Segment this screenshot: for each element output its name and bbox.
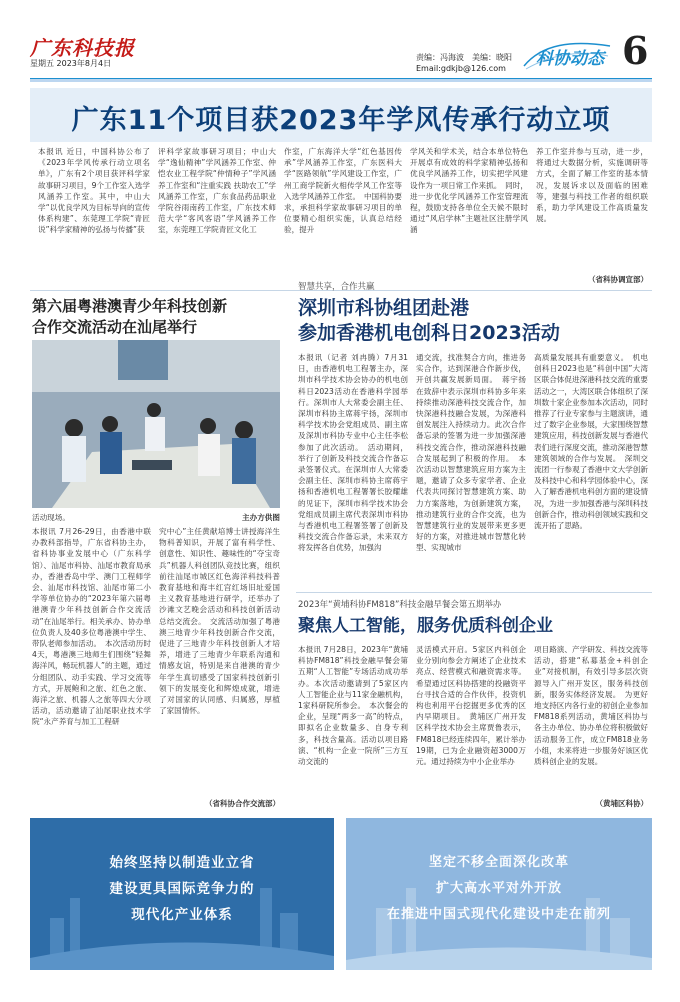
lead-col-2: 评科学家故事研习项目；中山大学“逸仙精神”学风涵养工作室、仲恺农业工程学院“仲情种子”学风涵养工作室和“注重实践 扶助农工”学风涵养工作室，广东食品药品职业学院谷雨南药工作室，广东技术师范大学“客风客语”学风涵养工作室，东莞理工学院青匠文化工 <box>158 147 276 235</box>
youth-event-photo <box>32 340 280 508</box>
banner-left-line-3: 现代化产业体系 <box>131 907 233 923</box>
issue-date: 星期五 2023年8月4日 <box>30 59 112 68</box>
page-number: 6 <box>622 28 649 73</box>
shenzhen-kicker: 智慧共享，合作共赢 <box>298 282 375 292</box>
fm818-col-2: 灵活模式开启。5家区内科创企业分别向参会方阐述了企业技术亮点、经营模式和融资需求等。希望通过区科协搭建的投融资平台寻找合适的合作伙伴，投资机构也利用平台挖掘更多优秀的区内早期项目。 黄埔区广州开发区科学技术协会主席贾鲁表示，FM818已经连续四年，累计举办19期，已为企业融资超3000万元。通过持续为中小企业举办 <box>416 645 526 767</box>
shenzhen-title-line-1: 深圳市科协组团赴港 <box>298 297 470 319</box>
lead-headline: 广东11个项目获2023年学风传承行动立项 <box>71 105 611 136</box>
section-title: 科协动态 <box>536 49 604 69</box>
editor-line: 责编：冯海波 美编：晓阳 <box>416 53 512 62</box>
masthead-rule <box>30 78 652 82</box>
lead-col-1: 本报讯 近日，中国科协公布了《2023年学风传承行动立项名单》，广东有2个项目获评科学家故事研习项目，9个工作室入选学风涵养工作室。其中，中山大学“以优良学风为目标导向的宣传体系构建”、东莞理工学院“青匠说”科学家精神的弘扬与传播”获 <box>38 147 150 235</box>
masthead <box>30 30 652 75</box>
banner-right-line-1: 坚定不移全面深化改革 <box>428 855 569 870</box>
robot-competition-photo-icon <box>32 340 280 508</box>
shenzhen-col-2: 通交流，找准契合方向，推进务实合作，达到深港合作新步伐，开创共赢发展新局面。 蒋宇扬在致辞中表示深圳市科协多年来持续推动深港科技交流合作，加快深港科技融合发展，为深港科创发展注入持续动力。此次合作备忘录的签署为进一步加强深港科技交流合作，推动深港科技融合发展起到了积极的作用。 本次活动以智慧建筑应用方案为主题，邀请了众多专家学者、企业代表共同探讨智慧建筑方案、助力方案落地，为创新建筑方案，推动建筑行业的合作交流，也为智慧建筑行业的发展带来更多更好的方案，对推进城市智慧化转型、实现城市 <box>416 353 526 553</box>
divider <box>296 592 652 593</box>
newspaper-logo: 广东科技报 <box>30 36 135 60</box>
banner-left-line-1: 始终坚持以制造业立省 <box>109 855 255 871</box>
youth-col-1: 本报讯 7月26-29日，由香港中联办教科部指导，广东省科协主办，省科协事业发展中心（广东科学馆）、汕尾市科协、汕尾市教育局承办，香港香岛中学、澳门工程师学会、汕尾市科技馆、汕尾市第二小学等单位协办的“2023年第六届粤港澳青少年科技创新合作交流活动”在汕尾举行。相关承办、协办单位负责人及40多位粤港澳中学生、带队老师参加活动。 本次活动历时4天，粤港澳三地师生们围绕“轻舞海洋风，畅玩机器人”的主题，通过分组团队、动手实践、学习交流等方式，开展鲍和之旅、红色之旅、海洋之旅、机器人之旅等四大分项活动，活动邀请了汕尾职业技术学院“永产养育与加工工程研 <box>32 527 151 727</box>
youth-col-2: 究中心”主任黄献培博士讲授海洋生物科普知识，开展了富有科学性、创意性、知识性、趣味性的“夺宝奇兵”机器人科创团队竞技比赛，组织前往汕尾市城区红色海洋科技科普教育基地和海丰红宫红场旧址爱国主义教育基地进行研学，还举办了沙滩文艺晚会活动和科技创新活动总结交流会。 交流活动加强了粤港澳三地青少年科技创新合作交流，促进了三地青少年科技创新人才培养，增进了三地青少年联系沟通和情感友谊，特别是来自港澳的青少年学生真切感受了国家科技创新引领下的发展变化和辉煌成就，增进了对国家的认同感、归属感，厚植了家国情怀。 <box>159 527 280 716</box>
youth-story-title <box>32 296 282 338</box>
youth-title-line-2: 合作交流活动在汕尾举行 <box>32 318 198 336</box>
youth-title-line-1: 第六届粤港澳青少年科技创新 <box>32 297 228 315</box>
banner-left <box>30 818 334 970</box>
shenzhen-title-line-2: 参加香港机电创科日2023活动 <box>298 322 560 344</box>
youth-photo-credit: 主办方供图 <box>242 513 280 522</box>
shenzhen-col-1: 本报讯（记者 刘冉腾）7月31日，由香港机电工程署主办，深圳市科学技术协会协办的机电创科日2023活动在香港科学园举行。深圳市人大常委会副主任、深圳市科协主席蒋宇扬，深圳市科学技术协会党组成员、副主席及深圳市科协专业中心主任李松参加了此次活动。 活动期间，举行了创新及科技交流合作备忘录签署仪式。在深圳市人大常委会副主任、深圳市科协主席蒋宇扬和香港机电工程署署长胶耀雄的见证下，深圳市科学技术协会党组成员副主席代表深圳市科协与香港机电工程署签署了创新及科技交流合作备忘录，未来双方将发挥各自优势，加强沟 <box>298 353 408 553</box>
youth-photo-caption: 活动现场。 <box>32 513 70 522</box>
lead-col-4: 学风关和学术关，结合本单位特色开展卓有成效的科学家精神弘扬和优良学风涵养工作，切实把学风建设作为一项日常工作来抓。 同时，进一步优化学风涵养工作室管理流程，鼓励支持各单位全天候不限时通过“风启学林”主题社区注册学风涵 <box>410 147 528 235</box>
fm818-kicker: 2023年“黄埔科协FM818”科技金融早餐会第五期举办 <box>298 600 502 610</box>
banner-right-line-3: 在推进中国式现代化建设中走在前列 <box>386 907 611 922</box>
lead-col-5: 养工作室并参与互动，进一步，将通过大数据分析，实施调研等方式，全面了解工作室的基本情况，发展诉求以及面临的困难等，建强与科技工作者的组织联系，助力学风建设工作高质量发展。 <box>536 147 648 224</box>
fm818-title: 聚焦人工智能，服务优质科创企业 <box>298 616 553 636</box>
banner-left-text <box>30 850 334 928</box>
banner-left-line-2: 建设更具国际竞争力的 <box>109 881 255 897</box>
youth-source: （省科协合作交流部） <box>205 799 280 808</box>
shenzhen-col-3: 高质量发展具有重要意义。 机电创科日2023也是“科创中国”大湾区联合体促进深港科技交流的重要活动之一，大湾区联合体组织了深圳数十家企业参加本次活动，同时推荐了行业专家参与主题演讲，通过了数字企业参展，大家围绕智慧建筑应用，科技创新发展与香港代表们进行深度交流，推动深港智慧建筑领域的合作与发展。 深圳交流团一行参观了香港中文大学创新及科技中心和科学园体验中心，深入了解香港机电科创方面的建设情况，为进一步加强香港与深圳科技创新合作，推动科创领域实践和交流开拓了思路。 <box>534 353 648 531</box>
banner-right-text <box>346 850 652 928</box>
fm818-col-3: 项目路演、产学研发、科技交流等活动，搭建“私募基金+科创企业”对接机制，有效引导多层次资源导入广州开发区，服务科技创新，服务实体经济发展。 为更好地支持区内各行业的初创企业参加FM818系列活动，黄埔区科协与各主办单位、协办单位将积极做好活动服务工作，成立FM818业务小组，未来将进一步服务好该区优质科创企业的发展。 <box>534 645 648 767</box>
editor-email: Email:gdkjb@126.com <box>416 64 506 73</box>
lead-source: （省科协调宣部） <box>588 275 648 284</box>
banner-right <box>346 818 652 970</box>
banner-right-line-2: 扩大高水平对外开放 <box>435 881 562 896</box>
fm818-col-1: 本报讯 7月28日，2023年“黄埔科协FM818”科技金融早餐会第五期“人工智能”专场活动成功举办。本次活动邀请到了5家区内人工智能企业与11家金融机构，1家科研院所参会。 本次餐会的企业，呈现“两多一高”的特点，即拟名企业数量多、自身专利多，科技含量高。活动以项目路演、“机构一企业一院所”三方互动交流的 <box>298 645 408 767</box>
lead-col-3: 作室，广东海洋大学“红色基因传承”学风涵养工作室，广东医科大学“医路领航”学风建设工作室，广州工商学院新火相传学风工作室等入选学风涵养工作室。 中国科协要求，承担科学家故事研习项目的单位要精心组织实施，认真总结经验，提升 <box>284 147 402 235</box>
shenzhen-title <box>298 296 648 346</box>
editor-info <box>416 52 512 74</box>
fm818-source: （黄埔区科协） <box>595 799 648 808</box>
